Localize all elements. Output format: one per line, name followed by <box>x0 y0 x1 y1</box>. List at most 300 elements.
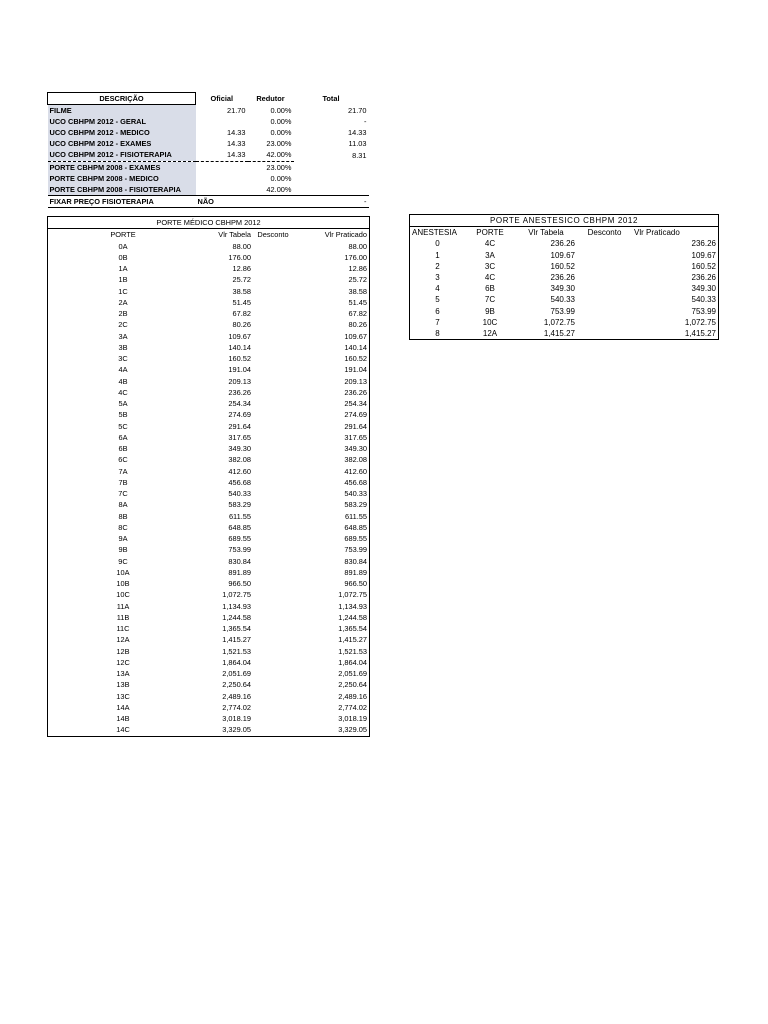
vlr-tabela-value: 109.67 <box>550 250 575 260</box>
description-label: UCO CBHPM 2012 - MEDICO <box>48 127 196 138</box>
redutor-value: 42.00% <box>248 149 294 161</box>
vlr-praticado-value: 67.82 <box>348 309 367 318</box>
vlr-praticado-value: 412.60 <box>344 466 367 476</box>
porte-code: 11B <box>116 612 130 622</box>
vlr-tabela-value: 12.86 <box>232 264 251 273</box>
desconto-value <box>253 286 293 297</box>
vlr-tabela-value: 25.72 <box>232 275 251 285</box>
vlr-praticado-value: 291.64 <box>344 421 367 431</box>
porte-medico-row <box>48 342 369 353</box>
oficial-value: 21.70 <box>227 105 246 115</box>
porte-medico-header-row <box>48 229 369 241</box>
desconto-value <box>253 421 293 432</box>
anestesia-level: 8 <box>435 329 440 339</box>
description-label: PORTE CBHPM 2008 - EXAMES <box>48 161 196 173</box>
header-descricao: DESCRIÇÃO <box>48 93 196 105</box>
description-row <box>48 127 369 138</box>
desconto-value <box>253 713 293 724</box>
desconto-value <box>253 398 293 409</box>
porte-code: 12B <box>116 646 130 656</box>
porte-medico-row <box>48 286 369 297</box>
vlr-tabela-value: 349.30 <box>550 284 575 294</box>
oficial-value: 14.33 <box>227 128 246 138</box>
porte-code: 12A <box>482 329 498 339</box>
desconto-value <box>253 297 293 308</box>
porte-code: 8C <box>118 522 128 532</box>
header-vlr-tabela: Vlr Tabela <box>218 230 251 240</box>
vlr-tabela-value: 274.69 <box>228 410 251 420</box>
vlr-tabela-value: 3,018.19 <box>222 714 251 723</box>
porte-code: 13C <box>116 691 130 701</box>
porte-anestesico-row <box>410 272 718 283</box>
vlr-tabela-value: 412.60 <box>228 466 251 476</box>
porte-medico-row <box>48 466 369 477</box>
vlr-tabela-value: 236.26 <box>550 239 575 249</box>
porte-anestesico-table <box>409 214 719 340</box>
desconto-value <box>253 387 293 398</box>
porte-code: 10C <box>482 317 498 327</box>
porte-medico-row <box>48 646 369 657</box>
vlr-praticado-value: 236.26 <box>691 273 716 283</box>
vlr-tabela-value: 236.26 <box>550 273 575 283</box>
porte-code: 3C <box>118 354 128 363</box>
porte-code: 11C <box>116 624 130 633</box>
porte-anestesico-row <box>410 317 718 328</box>
porte-anestesico-row <box>410 238 718 249</box>
anestesia-level: 0 <box>435 239 440 249</box>
description-label: UCO CBHPM 2012 - GERAL <box>48 116 196 127</box>
vlr-praticado-value: 966.50 <box>344 579 367 588</box>
header-total: Total <box>322 94 340 103</box>
desconto-value <box>253 364 293 375</box>
porte-medico-row <box>48 241 369 252</box>
desconto-value <box>253 488 293 499</box>
vlr-tabela-value: 611.55 <box>228 511 251 521</box>
porte-medico-row <box>48 702 369 713</box>
redutor-value: 0.00% <box>270 128 292 138</box>
porte-code: 9B <box>118 545 128 555</box>
porte-code: 9B <box>485 306 495 316</box>
porte-medico-row <box>48 263 369 274</box>
porte-medico-row <box>48 533 369 544</box>
vlr-praticado-value: 160.52 <box>344 354 367 363</box>
description-header-row <box>48 93 369 105</box>
total-value: 14.33 <box>348 128 367 138</box>
total-value: 8.31 <box>352 150 367 160</box>
vlr-tabela-value: 236.26 <box>228 387 251 397</box>
anestesia-level: 3 <box>435 273 440 283</box>
anestesia-level: 1 <box>435 250 440 260</box>
porte-code: 8B <box>118 511 128 521</box>
porte-anestesico-header-row <box>410 227 718 239</box>
description-row <box>48 173 369 184</box>
vlr-tabela-value: 1,072.75 <box>222 590 251 600</box>
vlr-praticado-value: 1,415.27 <box>684 329 716 339</box>
porte-medico-row <box>48 274 369 285</box>
porte-medico-row <box>48 376 369 387</box>
porte-code: 3B <box>118 342 128 352</box>
porte-medico-row <box>48 331 369 342</box>
desconto-value <box>253 668 293 679</box>
desconto-value <box>253 331 293 342</box>
vlr-praticado-value: 12.86 <box>348 264 367 273</box>
porte-medico-row <box>48 488 369 499</box>
header-porte: PORTE <box>476 228 504 238</box>
porte-code: 4A <box>118 365 128 375</box>
desconto-value <box>577 238 632 249</box>
porte-medico-row <box>48 556 369 567</box>
porte-code: 6C <box>118 455 128 465</box>
description-row <box>48 184 369 196</box>
vlr-tabela-value: 51.45 <box>232 297 251 307</box>
porte-code: 5A <box>118 399 128 408</box>
porte-medico-row <box>48 252 369 263</box>
description-row <box>48 161 369 173</box>
redutor-value: 23.00% <box>266 162 292 172</box>
redutor-value: 0.00% <box>270 173 292 183</box>
desconto-value <box>577 261 632 272</box>
porte-code: 2C <box>118 320 128 330</box>
vlr-tabela-value: 160.52 <box>228 354 251 363</box>
vlr-tabela-value: 1,415.27 <box>543 329 575 339</box>
vlr-praticado-value: 2,774.02 <box>338 702 367 712</box>
porte-medico-row <box>48 589 369 600</box>
porte-code: 9C <box>118 556 128 566</box>
desconto-value <box>577 283 632 294</box>
desconto-value <box>253 567 293 578</box>
fixar-preco-total: - <box>294 195 369 207</box>
vlr-praticado-value: 753.99 <box>344 545 367 555</box>
porte-code: 7C <box>484 295 496 305</box>
desconto-value <box>577 272 632 283</box>
porte-medico-row <box>48 511 369 522</box>
desconto-value <box>253 454 293 465</box>
porte-code: 14A <box>116 702 130 712</box>
porte-code: 1B <box>118 275 128 285</box>
vlr-praticado-value: 88.00 <box>348 241 367 251</box>
desconto-value <box>253 657 293 668</box>
total-value <box>294 173 369 184</box>
porte-medico-row <box>48 713 369 724</box>
desconto-value <box>253 432 293 443</box>
desconto-value <box>253 724 293 735</box>
porte-medico-row <box>48 477 369 488</box>
porte-medico-row <box>48 601 369 612</box>
header-vlr-praticado: Vlr Praticado <box>324 230 367 240</box>
vlr-tabela-value: 1,244.58 <box>222 612 251 622</box>
vlr-tabela-value: 2,489.16 <box>222 691 251 701</box>
porte-code: 1A <box>118 264 128 273</box>
desconto-value <box>253 241 293 252</box>
oficial-value <box>196 184 248 196</box>
porte-code: 12A <box>116 635 130 645</box>
vlr-praticado-value: 1,134.93 <box>338 601 367 611</box>
vlr-praticado-value: 1,365.54 <box>338 624 367 633</box>
desconto-value <box>253 263 293 274</box>
porte-code: 13B <box>116 680 130 690</box>
desconto-value <box>253 556 293 567</box>
vlr-praticado-value: 349.30 <box>691 284 716 294</box>
vlr-praticado-value: 382.08 <box>344 455 367 465</box>
vlr-praticado-value: 236.26 <box>691 239 716 249</box>
oficial-value <box>196 173 248 184</box>
porte-medico-row <box>48 398 369 409</box>
desconto-value <box>253 511 293 522</box>
desconto-value <box>253 274 293 285</box>
vlr-tabela-value: 3,329.05 <box>222 725 251 735</box>
desconto-value <box>253 252 293 263</box>
vlr-praticado-value: 830.84 <box>344 556 367 566</box>
desconto-value <box>253 691 293 702</box>
porte-code: 13A <box>116 669 130 678</box>
desconto-value <box>577 306 632 317</box>
desconto-value <box>577 294 632 305</box>
porte-medico-row <box>48 387 369 398</box>
oficial-value: 14.33 <box>196 149 248 161</box>
porte-code: 9A <box>118 534 128 543</box>
desconto-value <box>577 328 632 339</box>
vlr-tabela-value: 1,365.54 <box>222 624 251 633</box>
vlr-tabela-value: 891.89 <box>228 567 251 577</box>
vlr-tabela-value: 140.14 <box>228 342 251 352</box>
vlr-tabela-value: 456.68 <box>228 477 251 487</box>
anestesia-level: 2 <box>435 261 440 271</box>
anestesia-level: 6 <box>435 306 440 316</box>
desconto-value <box>253 477 293 488</box>
vlr-praticado-value: 209.13 <box>344 376 367 386</box>
oficial-value <box>196 116 248 127</box>
vlr-tabela-value: 648.85 <box>228 522 251 532</box>
porte-code: 14B <box>116 714 130 723</box>
porte-medico-row <box>48 454 369 465</box>
porte-medico-row <box>48 691 369 702</box>
vlr-praticado-value: 109.67 <box>691 250 716 260</box>
porte-code: 8A <box>118 500 128 510</box>
desconto-value <box>253 589 293 600</box>
vlr-tabela-value: 67.82 <box>232 309 251 318</box>
anestesia-level: 7 <box>435 317 440 327</box>
porte-code: 10C <box>116 590 130 600</box>
vlr-praticado-value: 80.26 <box>348 320 367 330</box>
description-row <box>48 149 369 161</box>
anestesia-level: 4 <box>435 284 440 294</box>
vlr-praticado-value: 3,018.19 <box>338 714 367 723</box>
total-value <box>294 184 369 196</box>
porte-medico-row <box>48 657 369 668</box>
vlr-praticado-value: 540.33 <box>691 295 716 305</box>
porte-code: 2B <box>118 309 128 318</box>
porte-medico-row <box>48 432 369 443</box>
total-value <box>294 161 369 173</box>
vlr-praticado-value: 25.72 <box>348 275 367 285</box>
vlr-tabela-value: 291.64 <box>228 421 251 431</box>
desconto-value <box>253 342 293 353</box>
description-label: FILME <box>48 105 196 117</box>
description-row <box>48 116 369 127</box>
vlr-tabela-value: 1,415.27 <box>222 635 251 645</box>
oficial-value <box>196 161 248 173</box>
vlr-praticado-value: 583.29 <box>344 500 367 510</box>
porte-code: 4B <box>118 376 128 386</box>
porte-anestesico-row <box>410 250 718 261</box>
vlr-tabela-value: 1,072.75 <box>543 317 575 327</box>
fixar-preco-label: FIXAR PREÇO FISIOTERAPIA <box>48 195 196 207</box>
vlr-tabela-value: 2,774.02 <box>222 702 251 712</box>
total-value: 11.03 <box>348 139 367 149</box>
desconto-value <box>253 443 293 454</box>
porte-medico-row <box>48 522 369 533</box>
porte-medico-row <box>48 544 369 555</box>
vlr-tabela-value: 2,051.69 <box>222 669 251 678</box>
porte-code: 6B <box>485 284 495 294</box>
desconto-value <box>253 319 293 330</box>
vlr-tabela-value: 176.00 <box>228 252 251 262</box>
porte-anestesico-title: PORTE ANESTESICO CBHPM 2012 <box>410 215 718 227</box>
vlr-praticado-value: 191.04 <box>344 365 367 375</box>
vlr-praticado-value: 1,072.75 <box>338 590 367 600</box>
header-vlr-praticado: Vlr Praticado <box>634 228 680 238</box>
vlr-tabela-value: 1,521.53 <box>222 646 251 656</box>
vlr-praticado-value: 1,244.58 <box>338 612 367 622</box>
vlr-praticado-value: 648.85 <box>344 522 367 532</box>
porte-anestesico-row <box>410 328 718 339</box>
vlr-praticado-value: 349.30 <box>344 444 367 453</box>
vlr-tabela-value: 689.55 <box>228 534 251 543</box>
total-value: 21.70 <box>348 105 367 115</box>
porte-medico-row <box>48 567 369 578</box>
porte-medico-row <box>48 578 369 589</box>
vlr-praticado-value: 2,489.16 <box>338 691 367 701</box>
porte-code: 11A <box>116 601 130 611</box>
porte-medico-row <box>48 634 369 645</box>
vlr-praticado-value: 1,415.27 <box>338 635 367 645</box>
porte-code: 4C <box>484 273 496 283</box>
desconto-value <box>253 623 293 634</box>
porte-medico-row <box>48 612 369 623</box>
porte-anestesico-title-row <box>410 215 718 227</box>
vlr-tabela-value: 317.65 <box>228 432 251 442</box>
vlr-tabela-value: 966.50 <box>228 579 251 588</box>
desconto-value <box>253 544 293 555</box>
total-value: - <box>364 117 367 127</box>
vlr-praticado-value: 611.55 <box>344 511 367 521</box>
porte-code: 6A <box>118 432 128 442</box>
vlr-praticado-value: 891.89 <box>344 567 367 577</box>
vlr-tabela-value: 109.67 <box>228 331 251 341</box>
porte-code: 7C <box>118 489 128 498</box>
vlr-tabela-value: 349.30 <box>228 444 251 453</box>
porte-medico-row <box>48 297 369 308</box>
vlr-praticado-value: 1,072.75 <box>684 317 716 327</box>
porte-medico-row <box>48 409 369 420</box>
porte-medico-title-row <box>48 217 369 229</box>
porte-medico-row <box>48 319 369 330</box>
desconto-value <box>253 612 293 623</box>
porte-anestesico-row <box>410 261 718 272</box>
header-oficial: Oficial <box>210 94 234 103</box>
redutor-value: 0.00% <box>270 105 292 115</box>
anestesia-level: 5 <box>435 295 440 305</box>
vlr-praticado-value: 51.45 <box>348 297 367 307</box>
vlr-praticado-value: 689.55 <box>344 534 367 543</box>
vlr-praticado-value: 1,864.04 <box>338 657 367 667</box>
porte-code: 0A <box>118 241 128 251</box>
vlr-tabela-value: 583.29 <box>228 500 251 510</box>
porte-code: 6B <box>118 444 128 453</box>
desconto-value <box>253 409 293 420</box>
desconto-value <box>253 353 293 364</box>
porte-code: 5C <box>118 421 128 431</box>
vlr-praticado-value: 2,250.64 <box>338 680 367 690</box>
description-row <box>48 138 369 149</box>
vlr-praticado-value: 109.67 <box>344 331 367 341</box>
vlr-tabela-value: 80.26 <box>232 320 251 330</box>
vlr-tabela-value: 753.99 <box>228 545 251 555</box>
porte-code: 1C <box>118 286 128 296</box>
porte-medico-table <box>47 216 370 737</box>
desconto-value <box>253 601 293 612</box>
vlr-praticado-value: 317.65 <box>344 432 367 442</box>
header-desconto: Desconto <box>257 230 289 240</box>
description-row <box>48 105 369 117</box>
porte-medico-row <box>48 668 369 679</box>
porte-medico-row <box>48 443 369 454</box>
vlr-praticado-value: 456.68 <box>344 477 367 487</box>
desconto-value <box>253 533 293 544</box>
porte-code: 5B <box>118 410 128 420</box>
porte-medico-row <box>48 353 369 364</box>
desconto-value <box>253 308 293 319</box>
porte-anestesico-row <box>410 283 718 294</box>
vlr-praticado-value: 274.69 <box>344 410 367 420</box>
porte-code: 7B <box>118 477 128 487</box>
vlr-praticado-value: 1,521.53 <box>338 646 367 656</box>
porte-medico-row <box>48 623 369 634</box>
description-label: UCO CBHPM 2012 - FISIOTERAPIA <box>48 149 196 161</box>
vlr-tabela-value: 830.84 <box>228 556 251 566</box>
desconto-value <box>253 522 293 533</box>
desconto-value <box>577 317 632 328</box>
header-desconto: Desconto <box>587 228 622 238</box>
vlr-praticado-value: 236.26 <box>344 387 367 397</box>
fixar-preco-value: NÃO <box>196 195 248 207</box>
oficial-value: 14.33 <box>227 139 246 149</box>
header-anestesia: ANESTESIA <box>412 228 457 238</box>
header-vlr-tabela: Vlr Tabela <box>528 228 564 238</box>
vlr-praticado-value: 176.00 <box>344 252 367 262</box>
vlr-tabela-value: 191.04 <box>228 365 251 375</box>
porte-anestesico-row <box>410 306 718 317</box>
vlr-tabela-value: 88.00 <box>232 241 251 251</box>
vlr-tabela-value: 1,134.93 <box>222 601 251 611</box>
porte-medico-row <box>48 308 369 319</box>
porte-code: 10A <box>116 567 130 577</box>
porte-anestesico-row <box>410 294 718 305</box>
porte-code: 10B <box>116 579 130 588</box>
desconto-value <box>253 702 293 713</box>
porte-code: 3A <box>485 250 495 260</box>
vlr-tabela-value: 2,250.64 <box>222 680 251 690</box>
desconto-value <box>253 634 293 645</box>
fixar-preco-row <box>48 195 369 207</box>
redutor-value: 42.00% <box>266 184 292 194</box>
vlr-tabela-value: 382.08 <box>228 455 251 465</box>
description-label: PORTE CBHPM 2008 - MEDICO <box>48 173 196 184</box>
porte-medico-title: PORTE MÉDICO CBHPM 2012 <box>48 217 369 229</box>
vlr-praticado-value: 140.14 <box>344 342 367 352</box>
header-redutor: Redutor <box>256 94 285 103</box>
redutor-value: 23.00% <box>266 139 292 149</box>
